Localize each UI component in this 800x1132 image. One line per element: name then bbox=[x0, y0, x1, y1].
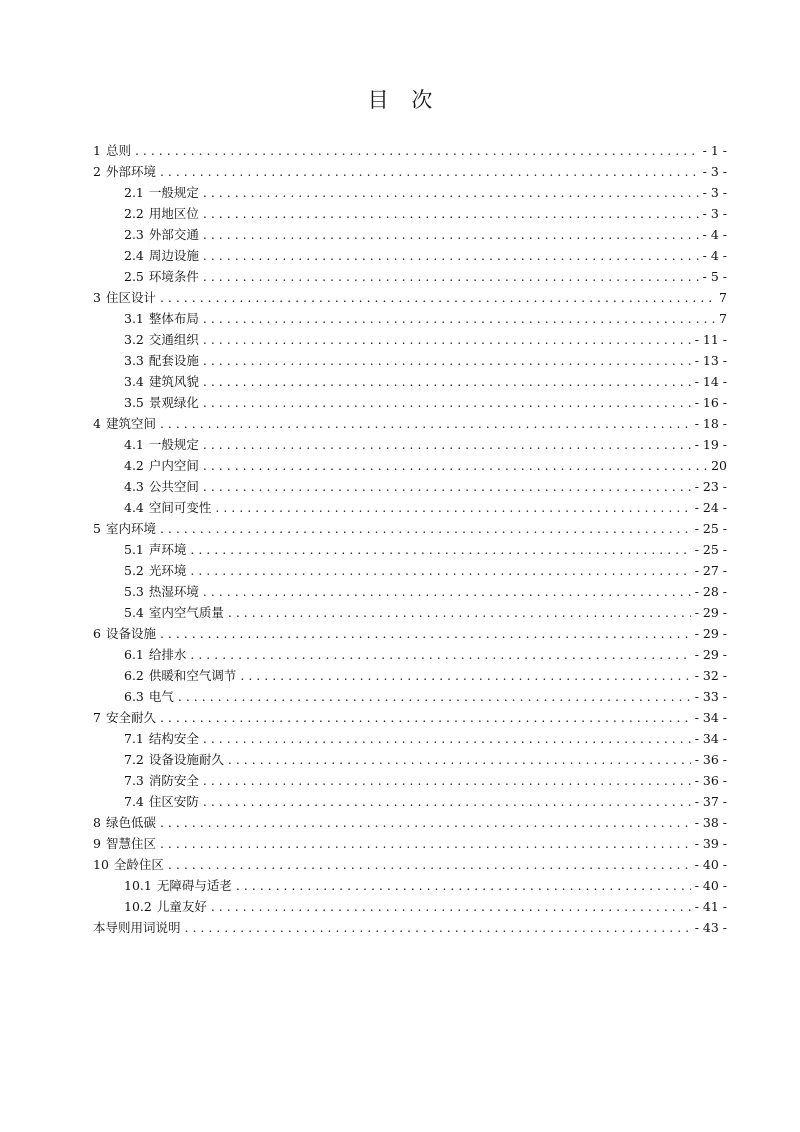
toc-entry[interactable] bbox=[93, 791, 727, 812]
dot-leader bbox=[203, 476, 691, 497]
toc-entry-title: 室内环境 bbox=[105, 521, 156, 536]
toc-entry-number: 4.3 bbox=[124, 479, 144, 494]
toc-entry-number: 3.2 bbox=[124, 332, 144, 347]
dot-leader bbox=[160, 707, 691, 728]
toc-entry-title: 外部环境 bbox=[105, 164, 156, 179]
toc-entry[interactable] bbox=[93, 266, 727, 287]
toc-entry-title: 全龄住区 bbox=[113, 857, 164, 872]
toc-entry[interactable] bbox=[93, 665, 727, 686]
toc-entry[interactable] bbox=[93, 896, 727, 917]
toc-entry-page: - 33 - bbox=[694, 689, 727, 704]
toc-entry-label bbox=[124, 665, 236, 686]
toc-entry[interactable] bbox=[93, 833, 727, 854]
dot-leader bbox=[160, 518, 691, 539]
toc-entry-number: 7.3 bbox=[124, 773, 144, 788]
toc-entry-page: - 38 - bbox=[694, 815, 727, 830]
dot-leader bbox=[190, 644, 690, 665]
toc-entry-number: 10 bbox=[93, 857, 109, 872]
toc-entry-number: 4.2 bbox=[124, 458, 144, 473]
toc-entry[interactable] bbox=[93, 518, 727, 539]
toc-entry-number: 2.3 bbox=[124, 227, 144, 242]
toc-entry-label bbox=[124, 224, 199, 245]
toc-entry-page: - 43 - bbox=[694, 920, 727, 935]
toc-entry-label bbox=[93, 413, 156, 434]
toc-entry-page: - 36 - bbox=[694, 752, 727, 767]
toc-entry[interactable] bbox=[93, 602, 727, 623]
toc-entry-page: - 25 - bbox=[694, 542, 727, 557]
toc-entry-page: - 4 - bbox=[702, 227, 727, 242]
toc-entry[interactable] bbox=[93, 434, 727, 455]
toc-entry-page: - 11 - bbox=[694, 332, 727, 347]
toc-entry-label bbox=[124, 434, 199, 455]
toc-entry-page: - 28 - bbox=[694, 584, 727, 599]
toc-entry[interactable] bbox=[93, 182, 727, 203]
toc-entry-label bbox=[124, 602, 224, 623]
toc-entry-number: 3.3 bbox=[124, 353, 144, 368]
dot-leader bbox=[203, 581, 691, 602]
dot-leader bbox=[240, 665, 690, 686]
toc-entry-title: 智慧住区 bbox=[105, 836, 156, 851]
toc-entry-number: 2.2 bbox=[124, 206, 144, 221]
toc-entry-number: 10.1 bbox=[124, 878, 152, 893]
dot-leader bbox=[203, 203, 699, 224]
toc-entry-page: - 14 - bbox=[694, 374, 727, 389]
toc-entry-title: 供暖和空气调节 bbox=[148, 668, 237, 683]
toc-entry-title: 用地区位 bbox=[148, 206, 199, 221]
dot-leader bbox=[203, 455, 707, 476]
toc-entry-page: - 1 - bbox=[702, 143, 727, 158]
page-title: 目 次 bbox=[367, 88, 441, 112]
toc-entry-number: 5.2 bbox=[124, 563, 144, 578]
toc-entry-label bbox=[124, 308, 199, 329]
toc-entry-label bbox=[124, 350, 199, 371]
toc-entry-label bbox=[124, 203, 199, 224]
toc-entry-title: 结构安全 bbox=[148, 731, 199, 746]
toc-entry[interactable] bbox=[93, 140, 727, 161]
toc-entry[interactable] bbox=[93, 413, 727, 434]
toc-entry-title: 一般规定 bbox=[148, 437, 199, 452]
dot-leader bbox=[203, 791, 691, 812]
toc-entry[interactable] bbox=[93, 350, 727, 371]
toc-entry-label bbox=[124, 497, 211, 518]
toc-entry[interactable] bbox=[93, 497, 727, 518]
toc-entry[interactable] bbox=[93, 749, 727, 770]
toc-entry-number: 4 bbox=[93, 416, 101, 431]
toc-entry-label bbox=[93, 707, 156, 728]
toc-entry-label bbox=[124, 875, 232, 896]
toc-entry-label bbox=[93, 833, 156, 854]
toc-entry-title: 室内空气质量 bbox=[148, 605, 224, 620]
toc-entry-title: 建筑空间 bbox=[105, 416, 156, 431]
toc-entry-title: 绿色低碳 bbox=[105, 815, 156, 830]
toc-entry[interactable] bbox=[93, 875, 727, 896]
toc-entry-number: 9 bbox=[93, 836, 101, 851]
toc-entry-title: 总则 bbox=[105, 143, 131, 158]
toc-entry-title: 声环境 bbox=[148, 542, 187, 557]
toc-entry-label bbox=[124, 245, 199, 266]
toc-entry-page: 20 bbox=[711, 458, 727, 473]
toc-entry-number: 4.1 bbox=[124, 437, 144, 452]
toc-entry-number: 7.1 bbox=[124, 731, 144, 746]
dot-leader bbox=[160, 287, 715, 308]
toc-entry[interactable] bbox=[93, 728, 727, 749]
toc-entry[interactable] bbox=[93, 707, 727, 728]
toc-entry[interactable] bbox=[93, 245, 727, 266]
toc-entry-number: 5 bbox=[93, 521, 101, 536]
toc-entry-number: 1 bbox=[93, 143, 101, 158]
toc-entry-title: 本导则用词说明 bbox=[93, 920, 181, 935]
toc-entry-label bbox=[124, 329, 199, 350]
toc-entry-label bbox=[93, 161, 156, 182]
toc-entry-number: 7.2 bbox=[124, 752, 144, 767]
toc-entry-page: - 29 - bbox=[694, 647, 727, 662]
toc-entry-title: 交通组织 bbox=[148, 332, 199, 347]
toc-entry-page: - 34 - bbox=[694, 731, 727, 746]
toc-entry-page: - 13 - bbox=[694, 353, 727, 368]
toc-entry-number: 2.4 bbox=[124, 248, 144, 263]
dot-leader bbox=[215, 497, 690, 518]
toc-entry-number: 3.4 bbox=[124, 374, 144, 389]
toc-entry-title: 热湿环境 bbox=[148, 584, 199, 599]
toc-entry-title: 景观绿化 bbox=[148, 395, 199, 410]
toc-entry[interactable] bbox=[93, 539, 727, 560]
toc-entry-number: 6.3 bbox=[124, 689, 144, 704]
toc-entry-title: 整体布局 bbox=[148, 311, 199, 326]
dot-leader bbox=[190, 539, 690, 560]
dot-leader bbox=[168, 854, 691, 875]
toc-entry-number: 2.1 bbox=[124, 185, 144, 200]
toc-entry-label bbox=[124, 896, 207, 917]
dot-leader bbox=[203, 434, 691, 455]
toc-entry-page: - 18 - bbox=[694, 416, 727, 431]
toc-entry[interactable] bbox=[93, 623, 727, 644]
toc-entry-page: - 41 - bbox=[694, 899, 727, 914]
toc-entry-number: 2.5 bbox=[124, 269, 144, 284]
toc-entry-title: 配套设施 bbox=[148, 353, 199, 368]
dot-leader bbox=[203, 392, 691, 413]
dot-leader bbox=[203, 728, 691, 749]
dot-leader bbox=[160, 833, 691, 854]
toc-entry-label bbox=[124, 560, 186, 581]
toc-entry-page: - 5 - bbox=[702, 269, 727, 284]
toc-entry-title: 光环境 bbox=[148, 563, 187, 578]
toc-entry-label bbox=[124, 791, 199, 812]
toc-entry-title: 户内空间 bbox=[148, 458, 199, 473]
dot-leader bbox=[236, 875, 691, 896]
toc-entry[interactable] bbox=[93, 581, 727, 602]
toc-entry-title: 外部交通 bbox=[148, 227, 199, 242]
toc-entry[interactable] bbox=[93, 455, 727, 476]
toc-entry-page: 7 bbox=[719, 311, 727, 326]
toc-entry-label bbox=[124, 770, 199, 791]
toc-entry-label bbox=[124, 644, 186, 665]
dot-leader bbox=[160, 623, 691, 644]
dot-leader bbox=[178, 686, 691, 707]
toc-entry-label bbox=[124, 392, 199, 413]
dot-leader bbox=[160, 413, 691, 434]
toc-entry[interactable] bbox=[93, 371, 727, 392]
toc-entry[interactable] bbox=[93, 560, 727, 581]
toc-entry-label bbox=[93, 917, 181, 938]
toc-entry-page: - 27 - bbox=[694, 563, 727, 578]
toc-entry-label bbox=[124, 371, 199, 392]
toc-entry[interactable] bbox=[93, 812, 727, 833]
toc-entry-page: - 40 - bbox=[694, 857, 727, 872]
toc-entry[interactable] bbox=[93, 287, 727, 308]
dot-leader bbox=[190, 560, 690, 581]
toc-entry-number: 7.4 bbox=[124, 794, 144, 809]
toc-entry-number: 10.2 bbox=[124, 899, 152, 914]
toc-entry-title: 儿童友好 bbox=[156, 899, 207, 914]
toc-entry-page: - 29 - bbox=[694, 626, 727, 641]
toc-entry[interactable] bbox=[93, 770, 727, 791]
toc-entry-page: - 34 - bbox=[694, 710, 727, 725]
toc-entry[interactable] bbox=[93, 203, 727, 224]
toc-entry-number: 5.1 bbox=[124, 542, 144, 557]
toc-entry-page: - 3 - bbox=[702, 185, 727, 200]
toc-entry[interactable] bbox=[93, 644, 727, 665]
dot-leader bbox=[185, 917, 691, 938]
table-of-contents bbox=[93, 140, 727, 938]
toc-entry-label bbox=[124, 539, 186, 560]
toc-entry-title: 建筑风貌 bbox=[148, 374, 199, 389]
dot-leader bbox=[211, 896, 691, 917]
toc-entry[interactable] bbox=[93, 392, 727, 413]
toc-entry-page: - 19 - bbox=[694, 437, 727, 452]
toc-entry-page: - 3 - bbox=[702, 164, 727, 179]
toc-entry[interactable] bbox=[93, 686, 727, 707]
toc-entry-number: 5.4 bbox=[124, 605, 144, 620]
toc-entry-label bbox=[124, 182, 199, 203]
toc-entry-title: 一般规定 bbox=[148, 185, 199, 200]
toc-entry[interactable] bbox=[93, 329, 727, 350]
toc-entry-title: 环境条件 bbox=[148, 269, 199, 284]
toc-entry-label bbox=[93, 518, 156, 539]
toc-entry-number: 3.1 bbox=[124, 311, 144, 326]
dot-leader bbox=[135, 140, 699, 161]
toc-entry-label bbox=[93, 140, 131, 161]
toc-entry-title: 电气 bbox=[148, 689, 174, 704]
dot-leader bbox=[203, 308, 715, 329]
dot-leader bbox=[203, 182, 699, 203]
toc-entry-label bbox=[93, 287, 156, 308]
toc-entry-label bbox=[124, 728, 199, 749]
toc-entry[interactable] bbox=[93, 161, 727, 182]
toc-entry-number: 5.3 bbox=[124, 584, 144, 599]
toc-entry-title: 给排水 bbox=[148, 647, 187, 662]
dot-leader bbox=[203, 329, 691, 350]
toc-entry-number: 4.4 bbox=[124, 500, 144, 515]
dot-leader bbox=[160, 161, 699, 182]
toc-entry[interactable] bbox=[93, 308, 727, 329]
toc-entry-label bbox=[124, 266, 199, 287]
dot-leader bbox=[203, 770, 691, 791]
dot-leader bbox=[203, 350, 691, 371]
toc-entry-title: 空间可变性 bbox=[148, 500, 212, 515]
toc-entry-page: - 23 - bbox=[694, 479, 727, 494]
toc-entry-title: 周边设施 bbox=[148, 248, 199, 263]
toc-entry-title: 安全耐久 bbox=[105, 710, 156, 725]
toc-entry-page: - 4 - bbox=[702, 248, 727, 263]
toc-entry-page: - 3 - bbox=[702, 206, 727, 221]
toc-entry[interactable] bbox=[93, 917, 727, 938]
toc-entry-number: 2 bbox=[93, 164, 101, 179]
dot-leader bbox=[228, 602, 691, 623]
dot-leader bbox=[203, 224, 699, 245]
toc-entry-number: 3.5 bbox=[124, 395, 144, 410]
toc-entry-number: 6 bbox=[93, 626, 101, 641]
toc-entry-number: 7 bbox=[93, 710, 101, 725]
toc-entry-label bbox=[124, 455, 199, 476]
dot-leader bbox=[203, 371, 691, 392]
toc-entry-page: - 29 - bbox=[694, 605, 727, 620]
toc-entry-title: 消防安全 bbox=[148, 773, 199, 788]
toc-entry-label bbox=[93, 623, 156, 644]
dot-leader bbox=[160, 812, 691, 833]
toc-entry-title: 公共空间 bbox=[148, 479, 199, 494]
toc-entry-label bbox=[93, 854, 164, 875]
toc-entry-title: 住区设计 bbox=[105, 290, 156, 305]
dot-leader bbox=[228, 749, 691, 770]
toc-entry-page: - 36 - bbox=[694, 773, 727, 788]
toc-entry-page: - 32 - bbox=[694, 668, 727, 683]
toc-entry-page: - 16 - bbox=[694, 395, 727, 410]
toc-entry-number: 6.2 bbox=[124, 668, 144, 683]
toc-entry[interactable] bbox=[93, 224, 727, 245]
toc-entry-page: - 39 - bbox=[694, 836, 727, 851]
toc-entry-title: 设备设施 bbox=[105, 626, 156, 641]
toc-entry-label bbox=[124, 581, 199, 602]
toc-entry-number: 8 bbox=[93, 815, 101, 830]
toc-entry-page: - 25 - bbox=[694, 521, 727, 536]
dot-leader bbox=[203, 245, 699, 266]
toc-entry-label bbox=[93, 812, 156, 833]
toc-entry-page: - 24 - bbox=[694, 500, 727, 515]
toc-entry-title: 住区安防 bbox=[148, 794, 199, 809]
toc-entry-label bbox=[124, 749, 224, 770]
toc-entry-number: 6.1 bbox=[124, 647, 144, 662]
toc-entry-title: 无障碍与适老 bbox=[156, 878, 232, 893]
toc-entry-number: 3 bbox=[93, 290, 101, 305]
toc-entry-title: 设备设施耐久 bbox=[148, 752, 224, 767]
toc-entry-label bbox=[124, 686, 174, 707]
toc-entry-label bbox=[124, 476, 199, 497]
toc-entry[interactable] bbox=[93, 476, 727, 497]
toc-entry-page: 7 bbox=[719, 290, 727, 305]
toc-entry[interactable] bbox=[93, 854, 727, 875]
toc-entry-page: - 40 - bbox=[694, 878, 727, 893]
dot-leader bbox=[203, 266, 699, 287]
toc-entry-page: - 37 - bbox=[694, 794, 727, 809]
